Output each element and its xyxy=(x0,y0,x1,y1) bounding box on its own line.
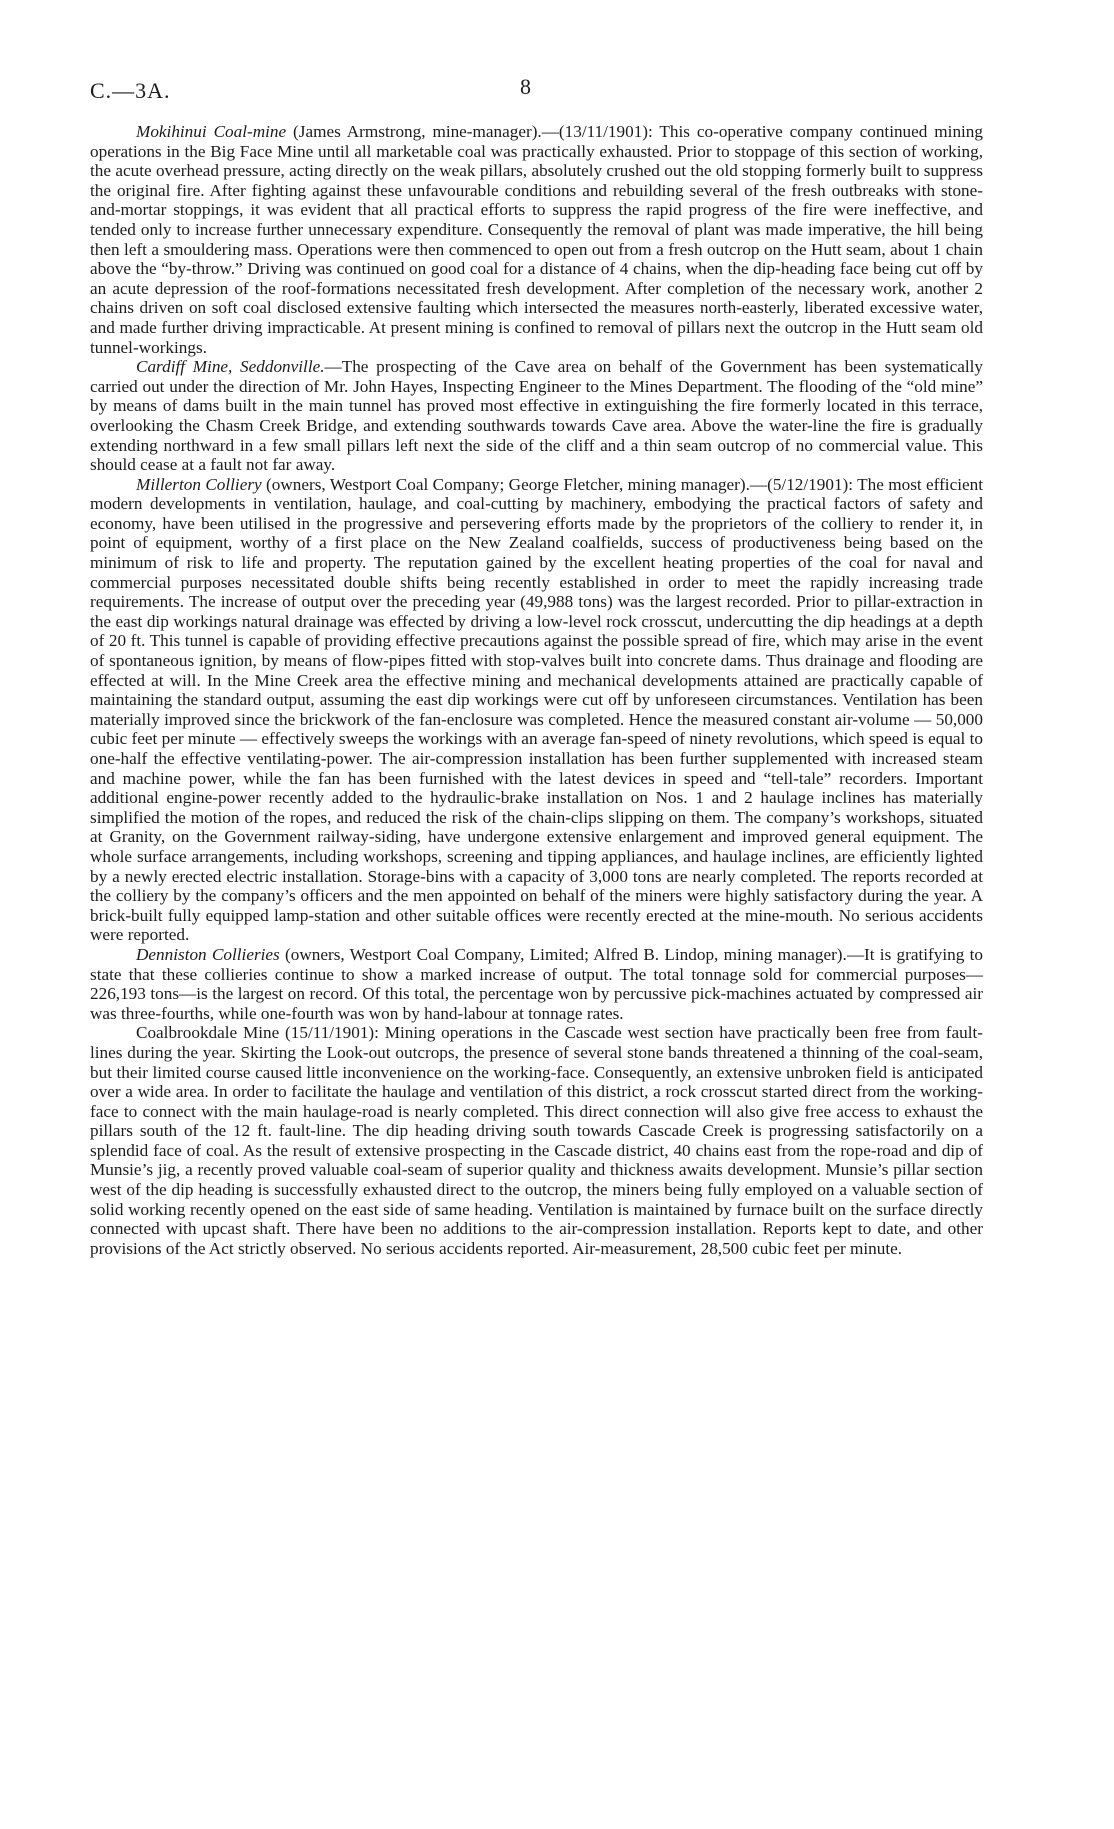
paragraph-cardiff xyxy=(90,357,983,475)
paragraph-text: (owners, Westport Coal Company, Limited; Alfred B. Lindop, mining manager).—It is gratifying to state that these collieries continue to show a marked increase of output. The total tonnage sold for commercial purposes—226,193 tons—is the largest on record. Of this total, the percentage won by percussive pick-machines actuated by compressed air was three-fourths, while one-fourth was won by hand-labour at tonnage rates. xyxy=(90,944,983,1023)
paragraph-heading: Denniston Collieries xyxy=(136,944,280,964)
paragraph-text: (James Armstrong, mine-manager).—(13/11/1901): This co-operative company continued mining operations in the Big Face Mine until all marketable coal was practically exhausted. Prior to stoppage of this section of working, the acute overhead pressure, acting directly on the weak pillars, absolutely crushed out the old stopping formerly built to suppress the original fire. After fighting against these unfavourable conditions and rebuilding several of the fresh outbreaks with stone-and-mortar stoppings, it was evident that all practical efforts to suppress the rapid progress of the fire were ineffective, and tended only to increase further unnecessary expenditure. Consequently the removal of plant was made imperative, the hill being then left a smouldering mass. Operations were then commenced to open out from a fresh outcrop on the Hutt seam, about 1 chain above the “by-throw.” Driving was continued on good coal for a distance of 4 chains, when the dip-heading face being cut off by an acute depression of the roof-formations necessitated fresh development. After completion of the necessary work, another 2 chains driven on soft coal disclosed extensive faulting which intersected the measures north-easterly, liberated excessive water, and made further driving impracticable. At present mining is confined to removal of pillars next the outcrop in the Hutt seam old tunnel-workings. xyxy=(90,122,983,357)
paragraph-heading: Millerton Colliery xyxy=(136,474,262,494)
paragraph-heading: Cardiff Mine, Seddonville. xyxy=(136,357,325,377)
page-number: 8 xyxy=(520,74,531,99)
paragraph-coalbrookdale xyxy=(90,1023,983,1258)
paragraph-mokihinui xyxy=(90,122,983,357)
paragraph-millerton xyxy=(90,475,983,945)
paragraph-text: —The prospecting of the Cave area on behalf of the Government has been systematically carried out under the direction of Mr. John Hayes, Inspecting Engineer to the Mines Department. The flooding of the “old mine” by means of dams built in the main tunnel has proved most effective in extinguishing the fire formerly located in this terrace, overlooking the Chasm Creek Bridge, and extending southwards towards Cave area. Above the water-line the fire is gradually extending northward in a few small pillars left next the side of the cliff and a thin seam outcrop of no commercial value. This should cease at a fault not far away. xyxy=(90,357,983,475)
paragraph-heading: Mokihinui Coal-mine xyxy=(136,122,287,141)
paragraph-text: Coalbrookdale Mine (15/11/1901): Mining operations in the Cascade west section have practically been free from fault-lines during the year. Skirting the Look-out outcrops, the presence of several stone bands threatened a thinning of the coal-seam, but their limited course caused little inconvenience on the working-face. Consequently, an extensive unbroken field is anticipated over a wide area. In order to facilitate the haulage and ventilation of this district, a rock crosscut started direct from the working-face to connect with the main haulage-road is nearly completed. This direct connection will also give free access to exhaust the pillars south of the 12 ft. fault-line. The dip heading driving south towards Cascade Creek is progressing satisfactorily on a splendid face of coal. As the result of extensive prospecting in the Cascade district, 40 chains east from the rope-road and dip of Munsie’s jig, a recently proved valuable coal-seam of superior quality and thickness awaits development. Munsie’s pillar section west of the dip heading is successfully exhausted direct to the outcrop, the miners being fully employed on a valuable section of solid working recently opened on the east side of same heading. Ventilation is maintained by furnace built on the surface directly connected with upcast shaft. There have been no additions to the air-compression installation. Reports kept to date, and other provisions of the Act strictly observed. No serious accidents reported. Air-measurement, 28,500 cubic feet per minute. xyxy=(90,1023,983,1258)
document-body xyxy=(90,122,983,1258)
paragraph-text: (owners, Westport Coal Company; George Fletcher, mining manager).—(5/12/1901): The most efficient modern developments in ventilation, haulage, and coal-cutting by machinery, embodying the practical factors of safety and economy, have been utilised in the progressive and persevering efforts made by the proprietors of the colliery to render it, in point of equipment, worthy of a first place on the New Zealand coalfields, success of productiveness being based on the minimum of risk to life and property. The reputation gained by the excellent heating properties of the coal for naval and commercial purposes necessitated double shifts being recently established in order to meet the rapidly increasing trade requirements. The increase of output over the preceding year (49,988 tons) was the largest recorded. Prior to pillar-extraction in the east dip workings natural drainage was effected by driving a low-level rock crosscut, undercutting the dip headings at a depth of 20 ft. This tunnel is capable of providing effective precautions against the possible spread of fire, which may arise in the event of spontaneous ignition, by means of flow-pipes fitted with stop-valves built into concrete dams. Thus drainage and flooding are effected at will. In the Mine Creek area the effective mining and mechanical developments attained are practically capable of maintaining the standard output, assuming the east dip workings were cut off by unforeseen circumstances. Ventilation has been materially improved since the brickwork of the fan-enclosure was completed. Hence the measured constant air-volume — 50,000 cubic feet per minute — effectively sweeps the workings with an average fan-speed of ninety revolutions, which speed is equal to one-half the effective ventilating-power. The air-compression installation has been further supplemented with increased steam and machine power, while the fan has been furnished with the latest devices in speed and “tell-tale” recorders. Important additional engine-power recently added to the hydraulic-brake installation on Nos. 1 and 2 haulage inclines has materially simplified the motion of the ropes, and reduced the risk of the chain-clips slipping on them. The company’s workshops, situated at Granity, on the Government railway-siding, have undergone extensive enlargement and improved general equipment. The whole surface arrangements, including workshops, screening and tipping appliances, and haulage inclines, are efficiently lighted by a newly erected electric installation. Storage-bins with a capacity of 3,000 tons are nearly completed. The reports recorded at the colliery by the company’s officers and the men appointed on behalf of the miners were highly satisfactory during the year. A brick-built fully equipped lamp-station and other suitable offices were recently erected at the mine-mouth. No serious accidents were reported. xyxy=(90,474,983,945)
paragraph-denniston xyxy=(90,945,983,1023)
document-reference: C.—3A. xyxy=(90,78,171,103)
